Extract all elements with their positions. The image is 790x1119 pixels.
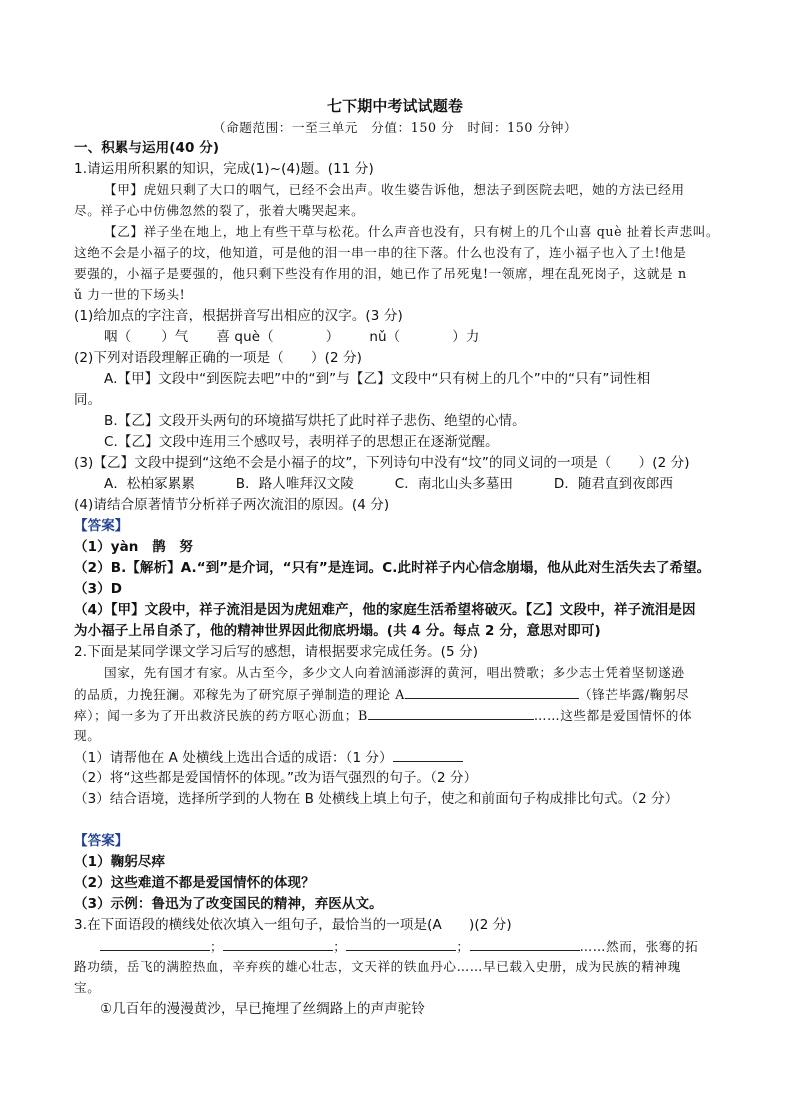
q1-answer-4-cont: 为小福子上吊自杀了，他的精神世界因此彻底坍塌。(共 4 分。每点 2 分，意思对即可) [74, 623, 601, 639]
q1-sub3-options: A．松柏冢累累 B．路人唯拜汉文陵 C．南北山头多墓田 D．随君直到夜郎西 [104, 476, 674, 492]
q3-option-1: ①几百年的漫漫黄沙，早已掩埋了丝绸路上的声声驼铃 [100, 1001, 426, 1017]
q1-passage-jia-line: 【甲】虎妞只剩了大口的咽气，已经不会出声。收生婆告诉他，想法子到医院去吧，她的方法已经用 [104, 182, 685, 197]
q3-passage-line: 路功绩，岳飞的满腔热血，辛弃疾的雄心壮志，文天祥的铁血丹心……早已载入史册，成为民族的精神瑰 [74, 959, 681, 974]
q1-answer-4: （4）【甲】文段中，祥子流泪是因为虎妞难产，他的家庭生活希望将破灭。【乙】文段中，祥子流泪是因 [74, 602, 696, 618]
q1-sub1-item-f: ）力 [452, 329, 480, 345]
q2-passage-text: ……这些都是爱国情怀的体 [533, 708, 693, 723]
q1-sub2-option-c: C.【乙】文段中连用三个感叹号，表明祥子的思想正在逐渐觉醒。 [104, 434, 499, 450]
q2-passage-text: （锋芒毕露/鞠躬尽 [578, 687, 690, 702]
q1-sub1: (1)给加点的字注音，根据拼音写出相应的汉字。(3 分) [74, 308, 403, 324]
q1-sub4: (4)请结合原著情节分析祥子两次流泪的原因。(4 分) [74, 497, 390, 513]
q3-passage-line [100, 936, 698, 957]
q3-passage-text: ……然而，张骞的拓 [579, 939, 699, 954]
q1-sub1-item-d: ） [325, 329, 340, 345]
q2-passage-line [74, 705, 692, 726]
q2-passage-line: 现。 [74, 728, 101, 743]
answer-label: 【答案】 [74, 833, 129, 849]
q2-answer-3: （3）示例：鲁迅为了改变国民的精神，弃医从文。 [74, 896, 383, 912]
q1-sub1-blank-row [104, 327, 479, 347]
q1-answer-3: （3）D [74, 581, 122, 597]
q3-blank-2[interactable] [223, 936, 333, 951]
page-title: 七下期中考试试题卷 [327, 97, 463, 115]
q1-sub3: (3)【乙】文段中提到“这绝不会是小福子的坟”，下列诗句中没有“坟”的同义词的一项是（ ）(2 分) [74, 455, 690, 471]
q2-passage-text: 瘁）；闻一多为了开出救济民族的药方呕心沥血；B [74, 708, 368, 723]
q1-sub2: (2)下列对语段理解正确的一项是（ ）(2 分) [74, 350, 363, 366]
q3-stem: 3.在下面语段的横线处依次填入一组句子，最恰当的一项是(A )(2 分) [74, 917, 512, 933]
q3-blank-3[interactable] [346, 936, 456, 951]
page-subtitle: （命题范围：一至三单元 分值：150 分 时间：150 分钟） [212, 120, 578, 135]
q2-passage-line [74, 684, 689, 705]
q1-sub1-item-c: 喜 què（ [216, 329, 274, 345]
q2-sub1-text: （1）请帮他在 A 处横线上选出合适的成语：（1 分） [74, 750, 393, 766]
q1-sub2-option-a: A.【甲】文段中“到医院去吧”中的“到”与【乙】文段中“只有树上的几个”中的“只有”词性相 [104, 371, 651, 387]
q2-stem: 2.下面是某同学课文学习后写的感想，请根据要求完成任务。(5 分) [74, 644, 479, 660]
q1-passage-yi-line: 这绝不会是小福子的坟，他知道，可是他的泪一串一串的往下落。什么也没有了，连小福子也入了土!他是 [74, 245, 687, 260]
q3-blank-4[interactable] [470, 936, 580, 951]
q2-sub1-blank[interactable] [393, 747, 463, 762]
q3-blank-1[interactable] [100, 936, 210, 951]
q1-sub1-item-e: nǔ（ [369, 329, 401, 345]
q3-separator: ； [456, 939, 470, 954]
answer-label: 【答案】 [74, 518, 129, 534]
q2-passage-text: 的品质，力挽狂澜。邓稼先为了研究原子弹制造的理论 A [74, 687, 405, 702]
q1-answer-1: （1）yàn 鹊 努 [74, 539, 193, 555]
q2-passage-line: 国家，先有国才有家。从古至今，多少文人向着汹涌澎湃的黄河，唱出赞歌；多少志士凭着坚韧遂逊 [104, 665, 685, 680]
q1-sub1-item-a: 咽（ [104, 329, 132, 345]
q1-answer-2: （2）B.【解析】A.“到”是介词，“只有”是连词。C.此时祥子内心信念崩塌，他从此对生活失去了希望。 [74, 560, 711, 576]
q3-separator: ； [210, 939, 224, 954]
q2-sub3: （3）结合语境，选择所学到的人物在 B 处横线上填上句子，使之和前面句子构成排比句式。（2 分） [74, 791, 679, 807]
q1-passage-yi-line: ǔ 力一世的下场头! [74, 287, 186, 302]
q2-sub2: （2）将“这些都是爱国情怀的体现。”改为语气强烈的句子。（2 分） [74, 770, 478, 786]
q1-sub2-option-b: B.【乙】文段开头两句的环境描写烘托了此时祥子悲伤、绝望的心情。 [104, 413, 526, 429]
q1-passage-jia-line: 尽。祥子心中仿佛忽然的裂了，张着大嘴哭起来。 [74, 203, 365, 218]
q2-answer-1: （1）鞠躬尽瘁 [74, 854, 166, 870]
q3-passage-line: 宝。 [74, 980, 101, 995]
q2-answer-2: （2）这些难道不都是爱国情怀的体现？ [74, 875, 315, 891]
section-heading: 一、积累与运用(40 分) [74, 140, 220, 156]
q2-sub1 [74, 747, 463, 768]
q2-blank-b[interactable] [368, 705, 534, 720]
q3-separator: ； [333, 939, 347, 954]
q1-stem: 1.请运用所积累的知识，完成(1)~(4)题。(11 分) [74, 161, 374, 177]
q1-sub2-option-a-cont: 同。 [74, 392, 102, 408]
q1-sub1-item-b: ）气 [161, 329, 189, 345]
q2-blank-a[interactable] [405, 684, 579, 699]
q1-passage-yi-line: 【乙】祥子坐在地上，地上有些干草与松花。什么声音也没有，只有树上的几个山喜 què 扯着长声悲叫。 [104, 224, 720, 239]
q1-passage-yi-line: 要强的，小福子是要强的，他只剩下些没有作用的泪，她已作了吊死鬼!一领席，埋在乱死岗子，这就是 n [74, 266, 687, 281]
